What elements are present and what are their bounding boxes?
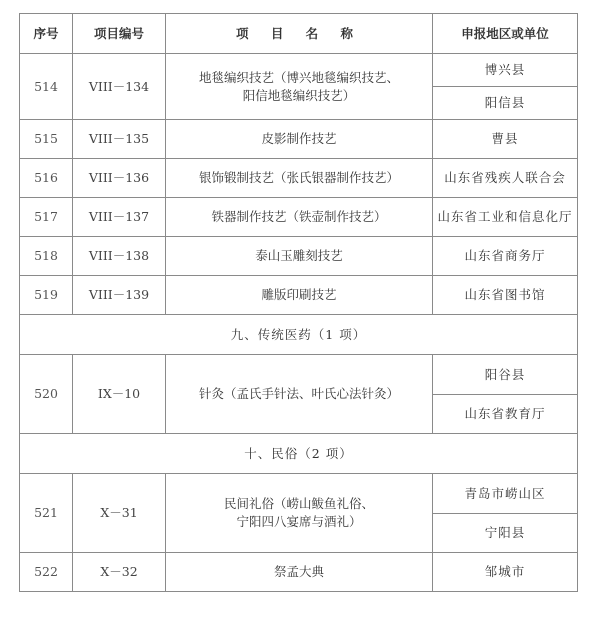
cell-code: VIII－138 [73, 237, 166, 276]
section-heading-row [20, 434, 578, 474]
cell-seq: 522 [20, 553, 73, 592]
cell-unit: 邹城市 [433, 553, 578, 592]
cell-seq: 518 [20, 237, 73, 276]
cell-unit: 山东省商务厅 [433, 237, 578, 276]
cell-seq: 515 [20, 120, 73, 159]
cell-code: VIII－134 [73, 54, 166, 120]
cell-seq: 514 [20, 54, 73, 120]
cell-unit: 山东省工业和信息化厅 [433, 198, 578, 237]
cell-seq: 520 [20, 355, 73, 434]
cell-name: 针灸（孟氏手针法、叶氏心法针灸） [166, 355, 433, 434]
cell-unit: 博兴县 [433, 54, 578, 87]
table-row [20, 355, 578, 395]
cell-name [166, 474, 433, 553]
cell-code: VIII－139 [73, 276, 166, 315]
cell-name [166, 54, 433, 120]
cell-name: 雕版印刷技艺 [166, 276, 433, 315]
heritage-list-table [19, 13, 578, 592]
cell-name: 祭孟大典 [166, 553, 433, 592]
header-unit: 申报地区或单位 [433, 14, 578, 54]
cell-seq: 519 [20, 276, 73, 315]
table-row [20, 276, 578, 315]
cell-code: VIII－135 [73, 120, 166, 159]
cell-seq: 516 [20, 159, 73, 198]
table-row [20, 54, 578, 87]
header-code: 项目编号 [73, 14, 166, 54]
section-heading-row [20, 315, 578, 355]
name-line: 宁阳四八宴席与酒礼） [236, 514, 362, 529]
name-line: 地毯编织技艺（博兴地毯编织技艺、 [198, 69, 399, 85]
cell-unit: 山东省残疾人联合会 [433, 159, 578, 198]
header-name: 项 目 名 称 [166, 14, 433, 54]
cell-code: X－31 [73, 474, 166, 553]
cell-unit: 山东省图书馆 [433, 276, 578, 315]
table-row [20, 198, 578, 237]
cell-unit: 宁阳县 [433, 514, 578, 553]
table-header-row [20, 14, 578, 54]
cell-code: VIII－136 [73, 159, 166, 198]
section-title-traditional-medicine: 九、传统医药（1 项） [20, 315, 578, 355]
table-row [20, 237, 578, 276]
name-line: 民间礼俗（崂山鲅鱼礼俗、 [223, 496, 374, 511]
cell-code: VIII－137 [73, 198, 166, 237]
table-row [20, 474, 578, 514]
cell-unit: 阳谷县 [433, 355, 578, 395]
cell-unit: 阳信县 [433, 87, 578, 120]
table-row [20, 553, 578, 592]
cell-code: IX－10 [73, 355, 166, 434]
section-title-folk-customs: 十、民俗（2 项） [20, 434, 578, 474]
cell-name: 泰山玉雕刻技艺 [166, 237, 433, 276]
table-row [20, 120, 578, 159]
cell-unit: 山东省教育厅 [433, 395, 578, 434]
cell-name: 银饰锻制技艺（张氏银器制作技艺） [166, 159, 433, 198]
cell-name: 铁器制作技艺（铁壶制作技艺） [166, 198, 433, 237]
cell-name: 皮影制作技艺 [166, 120, 433, 159]
header-seq: 序号 [20, 14, 73, 54]
cell-seq: 517 [20, 198, 73, 237]
cell-unit: 青岛市崂山区 [433, 474, 578, 514]
cell-code: X－32 [73, 553, 166, 592]
cell-unit: 曹县 [433, 120, 578, 159]
cell-seq: 521 [20, 474, 73, 553]
name-line: 阳信地毯编织技艺） [242, 87, 356, 103]
table-row [20, 159, 578, 198]
